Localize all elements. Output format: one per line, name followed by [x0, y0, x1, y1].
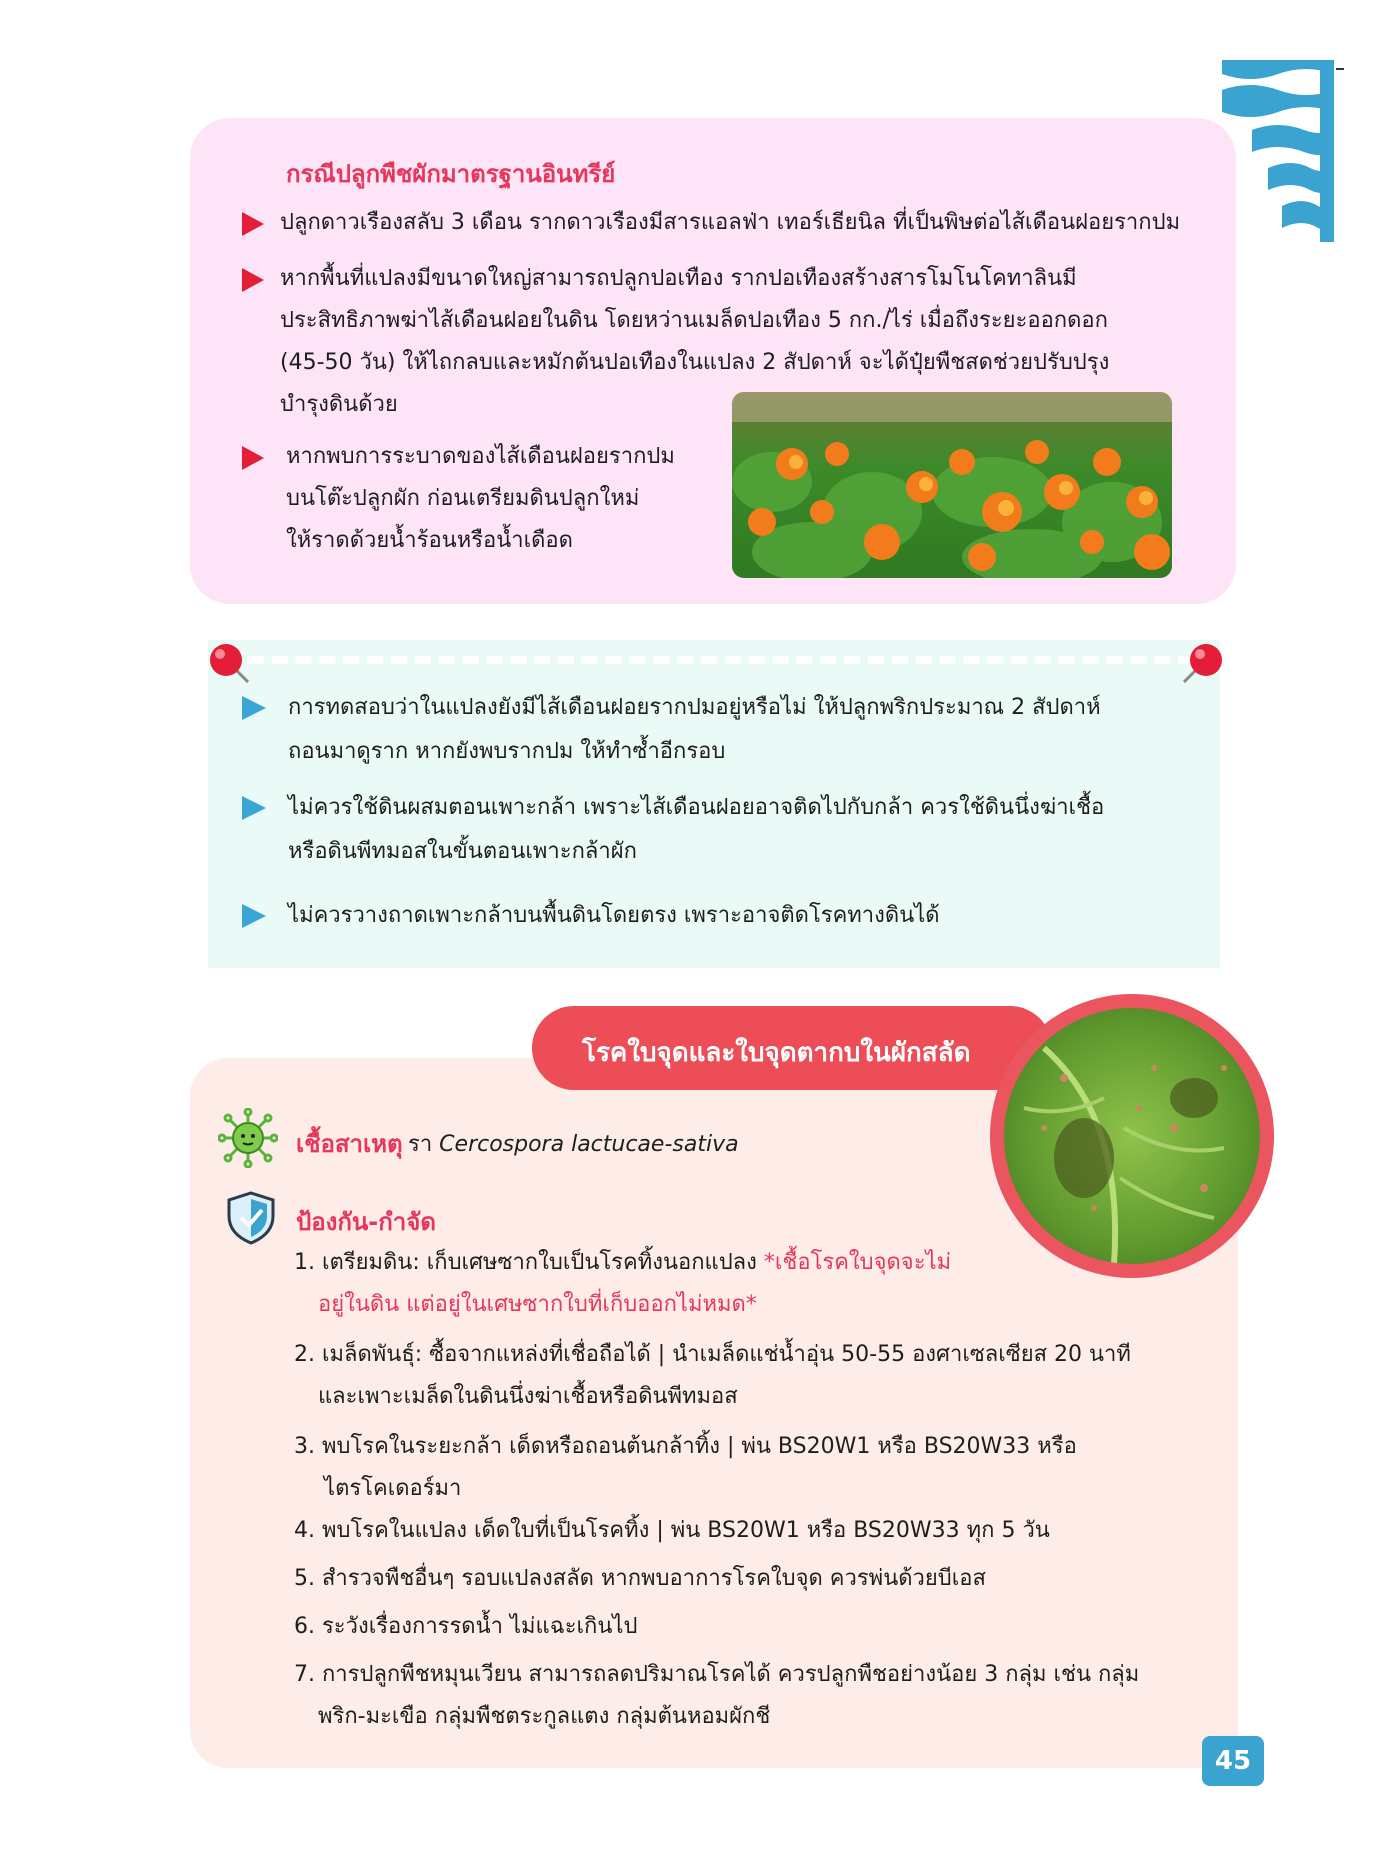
step-7-cont: พริก-มะเขือ กลุ่มพืชตระกูลแตง กลุ่มต้นหอมผักชี — [318, 1704, 771, 1729]
prevent-label: ป้องกัน-กำจัด — [296, 1208, 436, 1236]
organic-title: กรณีปลูกพืชผักมาตรฐานอินทรีย์ — [286, 160, 616, 188]
step-6: 6. ระวังเรื่องการรดน้ำ ไม่แฉะเกินไป — [294, 1614, 638, 1639]
step-3-cont: ไตรโคเดอร์มา — [324, 1476, 462, 1501]
organic-bullet-2: หากพื้นที่แปลงมีขนาดใหญ่สามารถปลูกปอเทือง รากปอเทืองสร้างสารโมโนโคทาลินมี ประสิทธิภาพฆ่าไส้เดือนฝอยในดิน โดยหว่านเมล็ดปอเทือง 5 กก./ไร่ เมื่อถึงระยะออกดอก (45-50 วัน) ให้ไถกลบและหมักต้นปอเทืองในแปลง 2 สัปดาห์ จะได้ปุ๋ยพืชสดช่วยปรับปรุง บำรุงดินด้วย — [280, 266, 1110, 417]
organic-bullet-1: ปลูกดาวเรืองสลับ 3 เดือน รากดาวเรืองมีสารแอลฟ่า เทอร์เธียนิล ที่เป็นพิษต่อไส้เดือนฝอยรากปม — [280, 210, 1181, 235]
step-1-note: *เชื้อโรคใบจุดจะไม่ — [763, 1250, 952, 1275]
pushpin-icon — [206, 640, 252, 686]
blue-arrow-icon — [242, 904, 266, 928]
step-3: 3. พบโรคในระยะกล้า เด็ดหรือถอนต้นกล้าทิ้ง | พ่น BS20W1 หรือ BS20W33 หรือ — [294, 1434, 1077, 1459]
step-1-note-cont: อยู่ในดิน แต่อยู่ในเศษซากใบที่เก็บออกไม่หมด* — [318, 1292, 757, 1317]
red-arrow-icon — [242, 268, 264, 292]
marigold-photo — [732, 392, 1172, 578]
step-1: 1. เตรียมดิน: เก็บเศษซากใบเป็นโรคทิ้งนอกแปลง *เชื้อโรคใบจุดจะไม่ — [294, 1250, 952, 1275]
organic-bullet-3: หากพบการระบาดของไส้เดือนฝอยรากปม บนโต๊ะปลูกผัก ก่อนเตรียมดินปลูกใหม่ ให้ราดด้วยน้ำร้อนหรือน้ำเดือด — [286, 444, 675, 553]
lettuce-leaf-photo — [1004, 1008, 1260, 1264]
tips-bullet-2: ไม่ควรใช้ดินผสมตอนเพาะกล้า เพราะไส้เดือนฝอยอาจติดไปกับกล้า ควรใช้ดินนึ่งฆ่าเชื้อ หรือดินพีทมอสในขั้นตอนเพาะกล้าผัก — [288, 795, 1105, 864]
cause-text: รา Cercospora lactucae-sativa — [408, 1132, 739, 1157]
step-7: 7. การปลูกพืชหมุนเวียน สามารถลดปริมาณโรคได้ ควรปลูกพืชอย่างน้อย 3 กลุ่ม เช่น กลุ่ม — [294, 1662, 1140, 1687]
step-4: 4. พบโรคในแปลง เด็ดใบที่เป็นโรคทิ้ง | พ่น BS20W1 หรือ BS20W33 ทุก 5 วัน — [294, 1518, 1050, 1543]
step-2-cont: และเพาะเมล็ดในดินนึ่งฆ่าเชื้อหรือดินพีทมอส — [318, 1384, 738, 1409]
cause-species: Cercospora lactucae-sativa — [439, 1132, 739, 1157]
disease-title: โรคใบจุดและใบจุดตากบในผักสลัด — [582, 1038, 971, 1068]
corner-mark — [1336, 68, 1344, 70]
virus-icon — [218, 1108, 278, 1168]
cause-label: เชื้อสาเหตุ — [296, 1130, 403, 1158]
page-number: 45 — [1202, 1736, 1264, 1786]
step-5: 5. สำรวจพืชอื่นๆ รอบแปลงสลัด หากพบอาการโรคใบจุด ควรพ่นด้วยบีเอส — [294, 1566, 986, 1591]
red-arrow-icon — [242, 212, 264, 236]
pushpin-icon — [1180, 640, 1226, 686]
wave-decoration — [1222, 60, 1334, 242]
blue-arrow-icon — [242, 696, 266, 720]
tips-bullet-1: การทดสอบว่าในแปลงยังมีไส้เดือนฝอยรากปมอยู่หรือไม่ ให้ปลูกพริกประมาณ 2 สัปดาห์ ถอนมาดูราก หากยังพบรากปม ให้ทำซ้ำอีกรอบ — [288, 695, 1101, 764]
red-arrow-icon — [242, 446, 264, 470]
dashed-line — [224, 656, 1194, 664]
blue-arrow-icon — [242, 796, 266, 820]
shield-icon — [224, 1190, 278, 1246]
step-2: 2. เมล็ดพันธุ์: ซื้อจากแหล่งที่เชื่อถือได้ | นำเมล็ดแช่น้ำอุ่น 50-55 องศาเซลเซียส 20 นาที — [294, 1342, 1131, 1367]
tips-bullet-3: ไม่ควรวางถาดเพาะกล้าบนพื้นดินโดยตรง เพราะอาจติดโรคทางดินได้ — [288, 903, 940, 928]
